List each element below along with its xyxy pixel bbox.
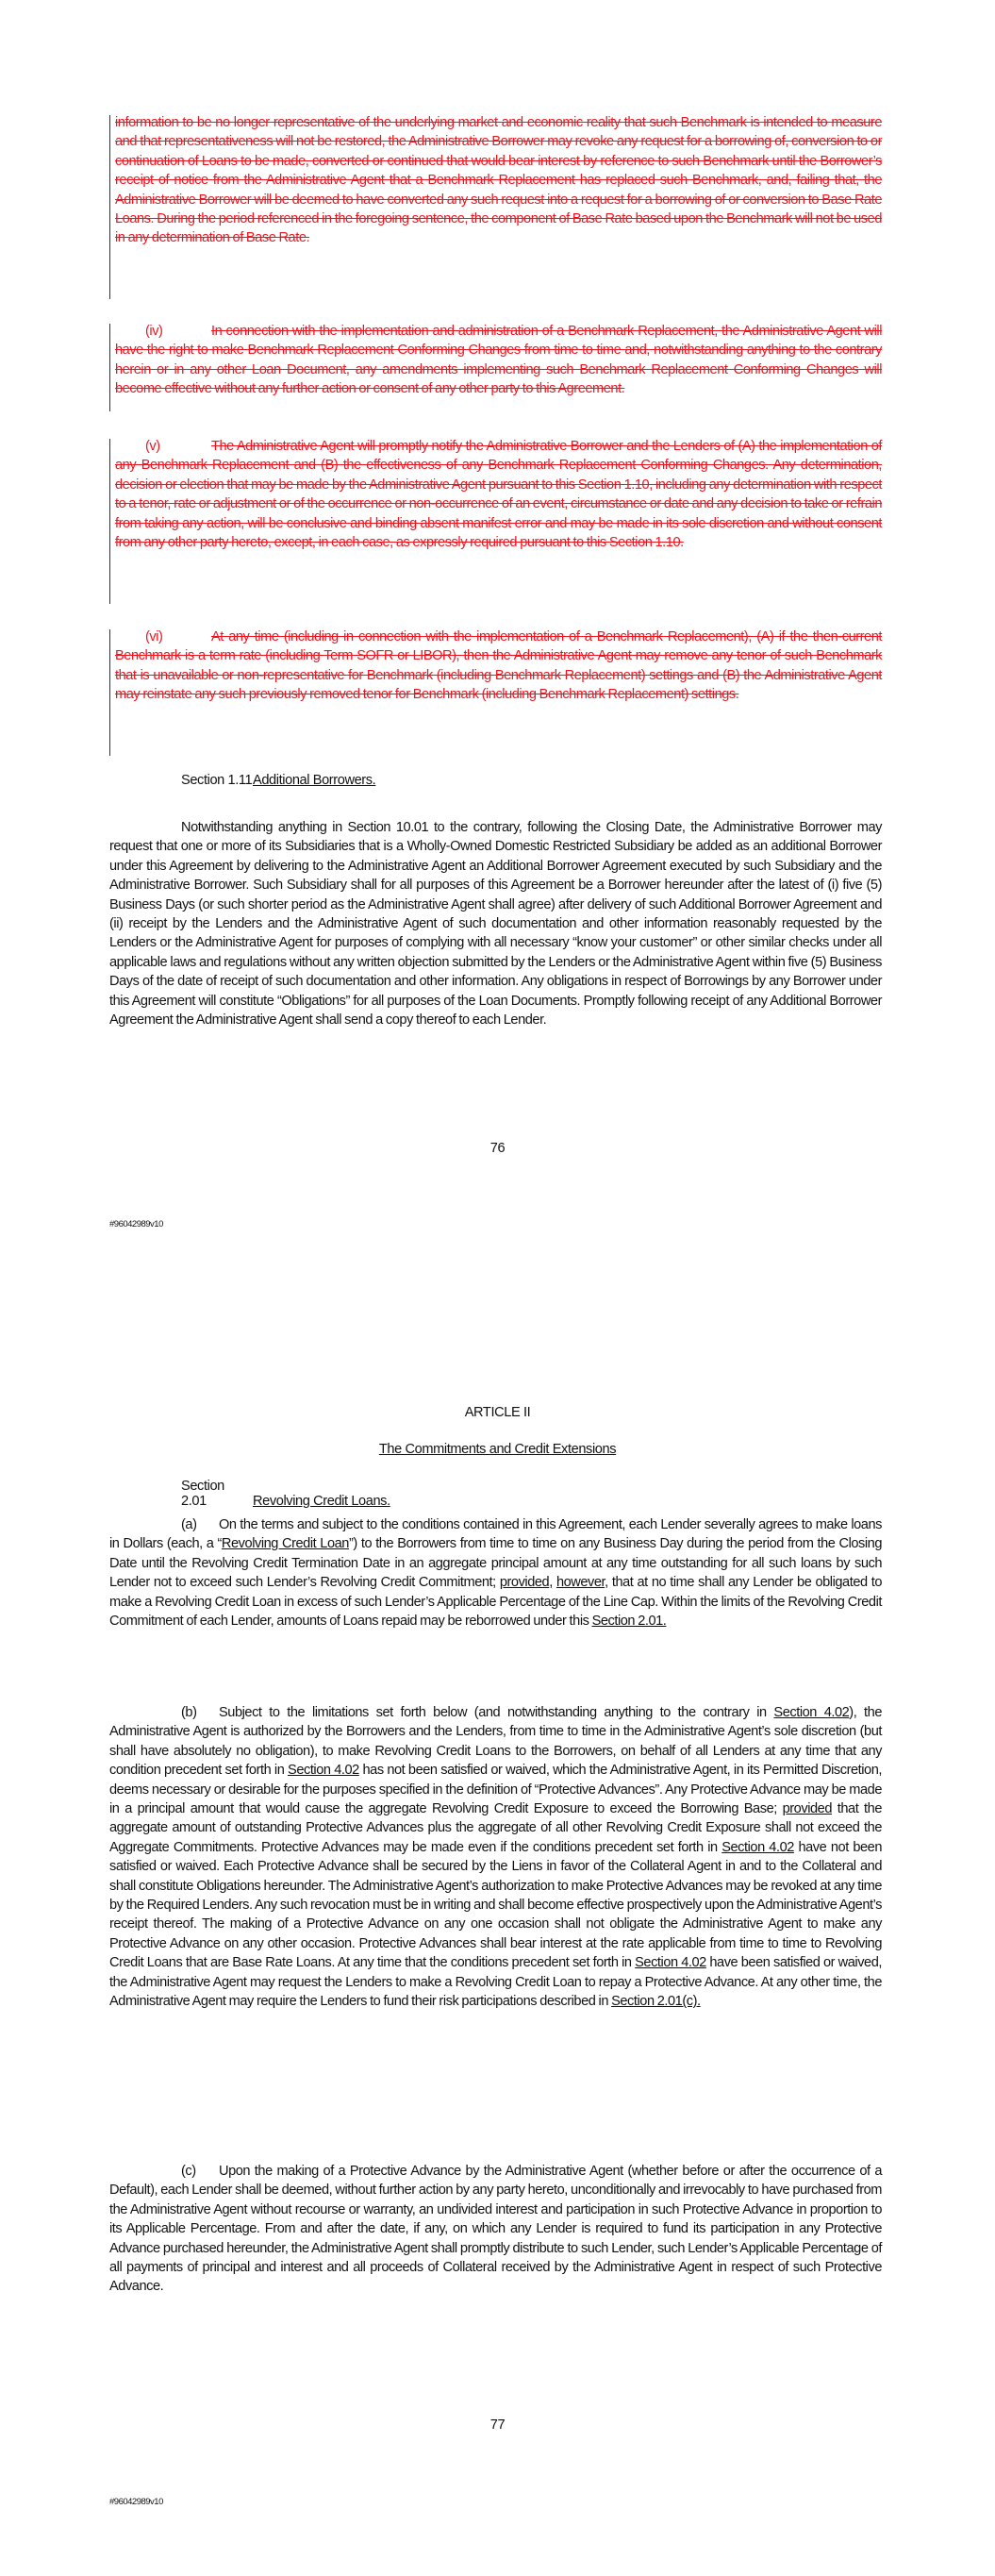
- section-number: Section 1.11: [181, 773, 253, 788]
- text-run: have been satisfied or waived, the Administrative Agent may request the Lenders to make a Revolving Credit Loan to repay a Protective Advance. At any other time, the Administrative Agent may require the Lenders to fund their risk participations described in: [109, 1955, 882, 2010]
- clause-number: (vi): [145, 629, 163, 644]
- clause-c: [109, 2162, 882, 2297]
- page-number: 76: [489, 1141, 506, 1156]
- deleted-clause-vi: [115, 627, 882, 705]
- section-title: Additional Borrowers.: [253, 773, 376, 788]
- text-run: have not been satisfied or waived. Each Protective Advance shall be secured by the Liens in favor of the Collateral Agent in and to the Collateral and shall constitute Obligations hereunder. The Administrative Agent’s authorization to make Protective Advances may be revoked at any time by the Required Lenders. Any such revocation must be in writing and shall become effective prospectively upon the Administrative Agent’s receipt thereof. The making of a Protective Advance on any one occasion shall not obligate the Administrative Agent to make any Protective Advance on any other occasion. Protective Advances shall bear interest at the rate applicable from time to time to Revolving Credit Loans that are Base Rate Loans. At any time that the conditions precedent set forth in: [109, 1839, 883, 1971]
- document-id: #96042989v10: [109, 2497, 163, 2507]
- change-bar: [109, 115, 110, 299]
- clause-number: (v): [145, 439, 160, 454]
- cross-reference: provided: [499, 1575, 550, 1591]
- section-heading-1-11: [181, 773, 375, 788]
- text-run: information to be no longer representative of the underlying market and economic reality that such Benchmark is intended to measure and that representativeness will not be restored, the Administrative Borrower may revoke any request for a borrowing of, conversion to or continuation of Loans to be made, converted or continued that would bear interest by reference to such Benchmark until the Borrower’s receipt of notice from the Administrative Agent that a Benchmark Replacement has replaced such Benchmark, and, failing that, the Administrative Borrower will be deemed to have converted any such request into a request for a borrowing of or conversion to Base Rate Loans. During the period referenced in the foregoing sentence, the component of Base Rate based upon the Benchmark will not be used in any determination of Base Rate.: [115, 115, 882, 246]
- section-number: Section 2.01: [181, 1479, 224, 1509]
- article-title-text: The Commitments and Credit Extensions: [378, 1442, 617, 1457]
- cross-reference: Section 4.02: [773, 1705, 850, 1720]
- cross-reference: however: [556, 1575, 605, 1591]
- page-number: 77: [489, 2417, 506, 2433]
- cross-reference: Section 4.02: [288, 1763, 359, 1779]
- cross-reference: Revolving Credit Loan: [221, 1536, 349, 1552]
- deleted-paragraph-continuation: [115, 113, 882, 248]
- clause-number: (b): [181, 1705, 197, 1720]
- change-bar: [109, 629, 110, 756]
- text-run: In connection with the implementation and administration of a Benchmark Replacement, the Administrative Agent will have the right to make Benchmark Replacement Conforming Changes from time to time and, notwithstanding anything to the contrary herein or in any other Loan Document, any amendments implementing such Benchmark Replacement Conforming Changes will become effective without any further action or consent of any other party to this Agreement.: [115, 324, 882, 397]
- cross-reference: provided: [782, 1801, 832, 1817]
- text-run: Upon the making of a Protective Advance by the Administrative Agent (whether before or after the occurrence of a Default), each Lender shall be deemed, without further action by any party hereto, unconditionally and irrevocably to have purchased from the Administrative Agent without recourse or warranty, an undivided interest and participation in such Protective Advance in proportion to its Applicable Percentage. From and after the date, if any, on which any Lender is required to fund its participation in any Protective Advance purchased hereunder, the Administrative Agent shall promptly distribute to such Lender, such Lender’s Applicable Percentage of all payments of principal and interest and all proceeds of Collateral received by the Administrative Agent in respect of such Protective Advance.: [109, 2164, 882, 2295]
- text-run: ”) to the Borrowers from time to time on any Business Day during the period from the Closing Date until the Revolving Credit Termination Date in an aggregate principal amount at any time outstanding for all such loans by such Lender not to exceed such Lender’s Revolving Credit Commitment;: [109, 1536, 883, 1591]
- cross-reference: Section 2.01.: [591, 1614, 667, 1630]
- change-bar: [109, 439, 110, 604]
- text-run: The Administrative Agent will promptly notify the Administrative Borrower and the Lenders of (A) the implementation of any Benchmark Replacement and (B) the effectiveness of any Benchmark Replacement Conforming Changes. Any determination, decision or election that may be made by the Administrative Agent pursuant to this Section 1.10, including any determination with respect to a tenor, rate or adjustment or of the occurrence or non-occurrence of an event, circumstance or date and any decision to take or refrain from taking any action, will be conclusive and binding absent manifest error and may be made in its sole discretion and without consent from any other party hereto, except, in each case, as expressly required pursuant to this Section 1.10.: [115, 439, 882, 551]
- clause-b: [109, 1703, 882, 2012]
- text-run: On the terms and subject to the conditions contained in this Agreement, each Lender severally agrees to make loans in Dollars (each, a “: [109, 1517, 882, 1552]
- text-run: ), the Administrative Agent is authorized by the Borrowers and the Lenders, from time to time in the Administrative Agent’s sole discretion (but shall have absolutely no obligation), to make Revolving Credit Loans to the Borrowers, on behalf of all Lenders at any time that any condition precedent set forth in: [109, 1705, 882, 1779]
- text-run: ,: [549, 1575, 556, 1591]
- text-run: that the aggregate amount of outstanding Protective Advances plus the aggregate of all other Revolving Credit Exposure shall not exceed the Aggregate Commitments. Protective Advances may be made even if the conditions precedent set forth in: [109, 1801, 882, 1855]
- text-run: has not been satisfied or waived, which the Administrative Agent, in its Permitted Discretion, deems necessary or desirable for the purposes specified in the definition of “Protective Advances”. Any Protective Advance may be made in a principal amount that would cause the aggregate Revolving Credit Exposure to exceed the Borrowing Base;: [109, 1763, 882, 1817]
- change-bar: [109, 324, 110, 411]
- section-heading-2-01: [181, 1479, 390, 1509]
- text-run: , that at no time shall any Lender be obligated to make a Revolving Credit Loan in excess of such Lender’s Applicable Percentage of the Line Cap. Within the limits of the Revolving Credit Commitment of each Lender, amounts of Loans repaid may be reborrowed under this: [109, 1575, 883, 1630]
- cross-reference: Section 4.02: [721, 1839, 794, 1855]
- text-run: Subject to the limitations set forth below (and notwithstanding anything to the contrary in: [219, 1705, 774, 1720]
- clause-a: [109, 1515, 882, 1631]
- deleted-clause-iv: [115, 322, 882, 399]
- article-title: [0, 1442, 995, 1457]
- clause-number: (a): [181, 1517, 197, 1532]
- cross-reference: Section 4.02: [635, 1955, 706, 1971]
- text-run: Notwithstanding anything in Section 10.01 to the contrary, following the Closing Date, the Administrative Borrower may request that one or more of its Subsidiaries that is a Wholly-Owned Domestic Restricted Subsidiary be added as an additional Borrower under this Agreement by delivering to the Administrative Agent an Additional Borrower Agreement executed by such Subsidiary and the Administrative Borrower. Such Subsidiary shall for all purposes of this Agreement be a Borrower hereunder after the latest of (i) five (5) Business Days (or such shorter period as the Administrative Agent shall agree) after delivery of such Additional Borrower Agreement and (ii) receipt by the Lenders and the Administrative Agent of such documentation and other information reasonably requested by the Lenders or the Administrative Agent for purposes of complying with all necessary “know your customer” or other similar checks under all applicable laws and regulations without any written objection submitted by the Lenders or the Administrative Agent within five (5) Business Days of the date of receipt of such documentation and other information. Any obligations in respect of Borrowings by any Borrower under this Agreement will constitute “Obligations” for all purposes of the Loan Documents. Promptly following receipt of any Additional Borrower Agreement the Administrative Agent shall send a copy thereof to each Lender.: [109, 820, 882, 1029]
- section-1-11-body: [109, 818, 882, 1029]
- section-title: Revolving Credit Loans.: [253, 1494, 390, 1509]
- text-run: At any time (including in connection with the implementation of a Benchmark Replacement), (A) if the then-current Benchmark is a term rate (including Term SOFR or LIBOR), then the Administrative Agent may remove any tenor of such Benchmark that is unavailable or non-representative for Benchmark (including Benchmark Replacement) settings and (B) the Administrative Agent may reinstate any such previously removed tenor for Benchmark (including Benchmark Replacement) settings.: [115, 629, 882, 703]
- cross-reference: Section 2.01(c).: [611, 1994, 701, 2010]
- article-heading: ARTICLE II: [464, 1405, 531, 1420]
- clause-number: (iv): [145, 324, 163, 339]
- document-id: #96042989v10: [109, 1219, 163, 1229]
- deleted-clause-v: [115, 437, 882, 552]
- clause-number: (c): [181, 2164, 196, 2179]
